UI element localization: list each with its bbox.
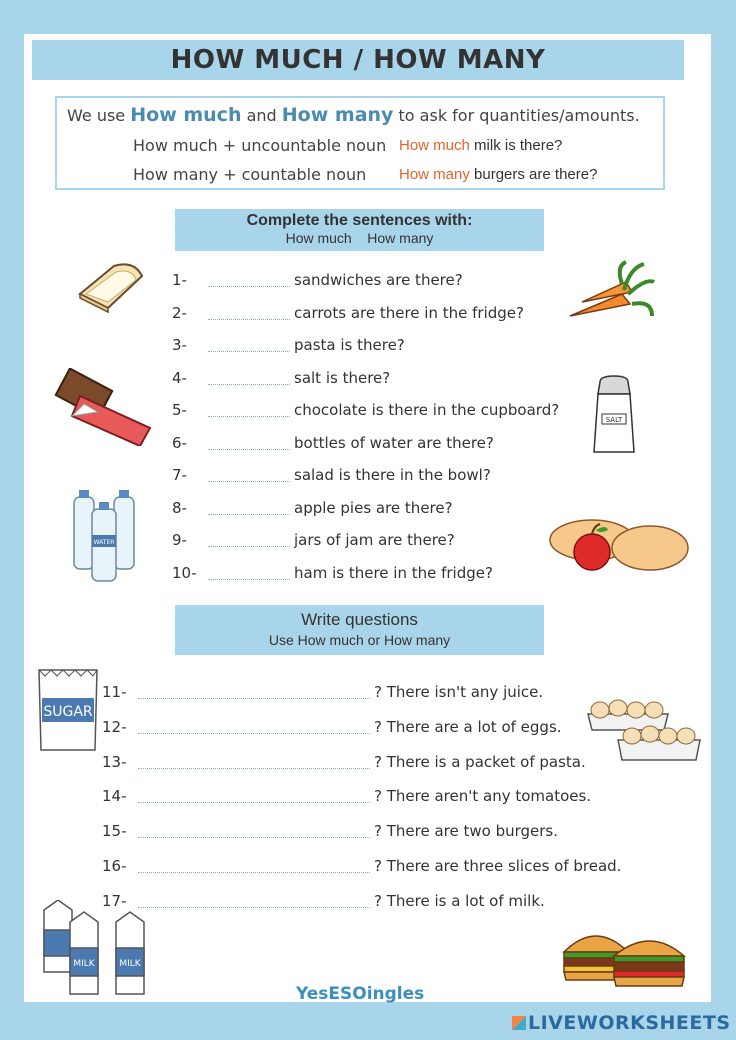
rule-countable: How many + countable noun xyxy=(133,165,367,184)
question-text: pasta is there? xyxy=(294,336,405,354)
question-item xyxy=(102,752,586,771)
answer-blank[interactable] xyxy=(138,821,370,838)
example-how-much-keyword: How much xyxy=(399,137,470,154)
question-number: 11- xyxy=(102,683,127,701)
example-how-much xyxy=(399,137,562,154)
section2-heading: Write questions xyxy=(301,610,418,629)
question-text: apple pies are there? xyxy=(294,498,453,517)
question-item xyxy=(172,335,405,354)
question-number: 4- xyxy=(172,368,187,387)
answer-blank[interactable] xyxy=(208,335,290,352)
answer-blank[interactable] xyxy=(208,563,290,580)
question-number: 16- xyxy=(102,857,127,875)
salt-shaker-icon xyxy=(590,374,638,456)
question-item xyxy=(172,368,390,387)
liveworksheets-logo-icon xyxy=(512,1016,526,1030)
question-text: ? There is a lot of milk. xyxy=(374,891,545,910)
question-number: 13- xyxy=(102,752,127,771)
rule-uncountable: How much + uncountable noun xyxy=(133,136,387,155)
milk-label-2: MILK xyxy=(119,959,141,969)
question-number: 8- xyxy=(172,498,187,517)
question-text: ? There are a lot of eggs. xyxy=(374,717,562,736)
question-item xyxy=(102,821,558,840)
section2-header xyxy=(175,605,544,655)
question-item xyxy=(102,856,621,875)
brand-logo: YesESOingles xyxy=(296,984,425,1004)
section1-header xyxy=(175,209,544,251)
question-text: chocolate is there in the cupboard? xyxy=(294,401,560,419)
eggs-icon xyxy=(584,696,704,770)
intro-lead-post: to ask for quantities/amounts. xyxy=(398,106,640,125)
water-bottles-icon xyxy=(70,487,142,583)
answer-blank[interactable] xyxy=(138,682,370,699)
example-how-much-rest: milk is there? xyxy=(474,137,563,154)
answer-blank[interactable] xyxy=(208,270,290,287)
question-item xyxy=(102,891,545,910)
question-text: salt is there? xyxy=(294,368,391,387)
page-title: HOW MUCH / HOW MANY xyxy=(32,40,684,80)
question-item xyxy=(102,682,543,701)
question-number: 6- xyxy=(172,433,187,452)
intro-and: and xyxy=(246,106,277,125)
answer-blank[interactable] xyxy=(138,717,370,734)
question-number: 17- xyxy=(102,891,127,910)
question-number: 14- xyxy=(102,787,127,806)
water-label: WATER xyxy=(93,539,115,546)
answer-blank[interactable] xyxy=(208,433,290,450)
question-number: 9- xyxy=(172,531,187,549)
answer-blank[interactable] xyxy=(208,400,290,417)
question-text: ? There is a packet of pasta. xyxy=(374,752,586,771)
question-text: ? There are two burgers. xyxy=(374,822,559,841)
worksheet-page xyxy=(24,34,711,1002)
question-item xyxy=(172,530,455,549)
answer-blank[interactable] xyxy=(138,786,370,803)
answer-blank[interactable] xyxy=(138,752,370,769)
question-number: 7- xyxy=(172,466,187,484)
sugar-label: SUGAR xyxy=(43,704,93,720)
question-item xyxy=(102,786,591,805)
intro-box xyxy=(55,96,665,190)
section2-sub: Use How much or How many xyxy=(268,632,451,648)
question-text: ? There aren't any tomatoes. xyxy=(374,787,592,806)
question-text: salad is there in the bowl? xyxy=(294,466,491,484)
question-text: carrots are there in the fridge? xyxy=(294,303,524,322)
question-item xyxy=(172,303,524,322)
liveworksheets-watermark xyxy=(512,1012,731,1034)
question-number: 12- xyxy=(102,717,127,736)
answer-blank[interactable] xyxy=(208,368,290,385)
chocolate-bar-icon xyxy=(50,368,158,446)
answer-blank[interactable] xyxy=(208,498,290,515)
answer-blank[interactable] xyxy=(138,856,370,873)
question-item xyxy=(172,400,559,419)
section1-options: How much How many xyxy=(285,230,434,246)
example-how-many-rest: burgers are there? xyxy=(474,166,598,183)
intro-lead xyxy=(67,104,640,126)
question-number: 10- xyxy=(172,563,197,582)
salt-label: SALT xyxy=(605,416,623,424)
intro-how-much: How much xyxy=(130,104,242,126)
question-item xyxy=(172,563,493,582)
sugar-bag-icon xyxy=(35,666,101,754)
question-number: 5- xyxy=(172,401,187,419)
section1-heading: Complete the sentences with: xyxy=(246,212,473,229)
watermark-text: LIVEWORKSHEETS xyxy=(528,1012,731,1034)
question-item xyxy=(172,498,453,517)
burgers-icon xyxy=(560,922,690,992)
question-text: jars of jam are there? xyxy=(294,531,455,549)
question-text: ? There isn't any juice. xyxy=(374,683,544,701)
question-number: 3- xyxy=(172,336,187,354)
question-number: 15- xyxy=(102,822,127,841)
question-item xyxy=(172,270,463,289)
question-item xyxy=(102,717,562,736)
question-text: bottles of water are there? xyxy=(294,433,494,452)
question-text: ham is there in the fridge? xyxy=(294,563,493,582)
answer-blank[interactable] xyxy=(208,465,290,482)
example-how-many xyxy=(399,166,597,183)
sandwich-icon xyxy=(74,260,150,314)
answer-blank[interactable] xyxy=(208,530,290,547)
question-item xyxy=(172,433,494,452)
answer-blank[interactable] xyxy=(138,891,370,908)
milk-cartons-icon xyxy=(40,900,164,1000)
question-text: ? There are three slices of bread. xyxy=(374,857,622,875)
answer-blank[interactable] xyxy=(208,303,290,320)
example-how-many-keyword: How many xyxy=(399,166,470,183)
question-item xyxy=(172,465,491,484)
milk-label: MILK xyxy=(73,959,95,969)
intro-lead-pre: We use xyxy=(67,106,126,125)
intro-how-many: How many xyxy=(281,104,394,126)
question-number: 2- xyxy=(172,303,187,322)
question-number: 1- xyxy=(172,271,187,289)
carrots-icon xyxy=(560,260,656,324)
question-text: sandwiches are there? xyxy=(294,271,463,289)
apple-pies-icon xyxy=(548,510,690,578)
